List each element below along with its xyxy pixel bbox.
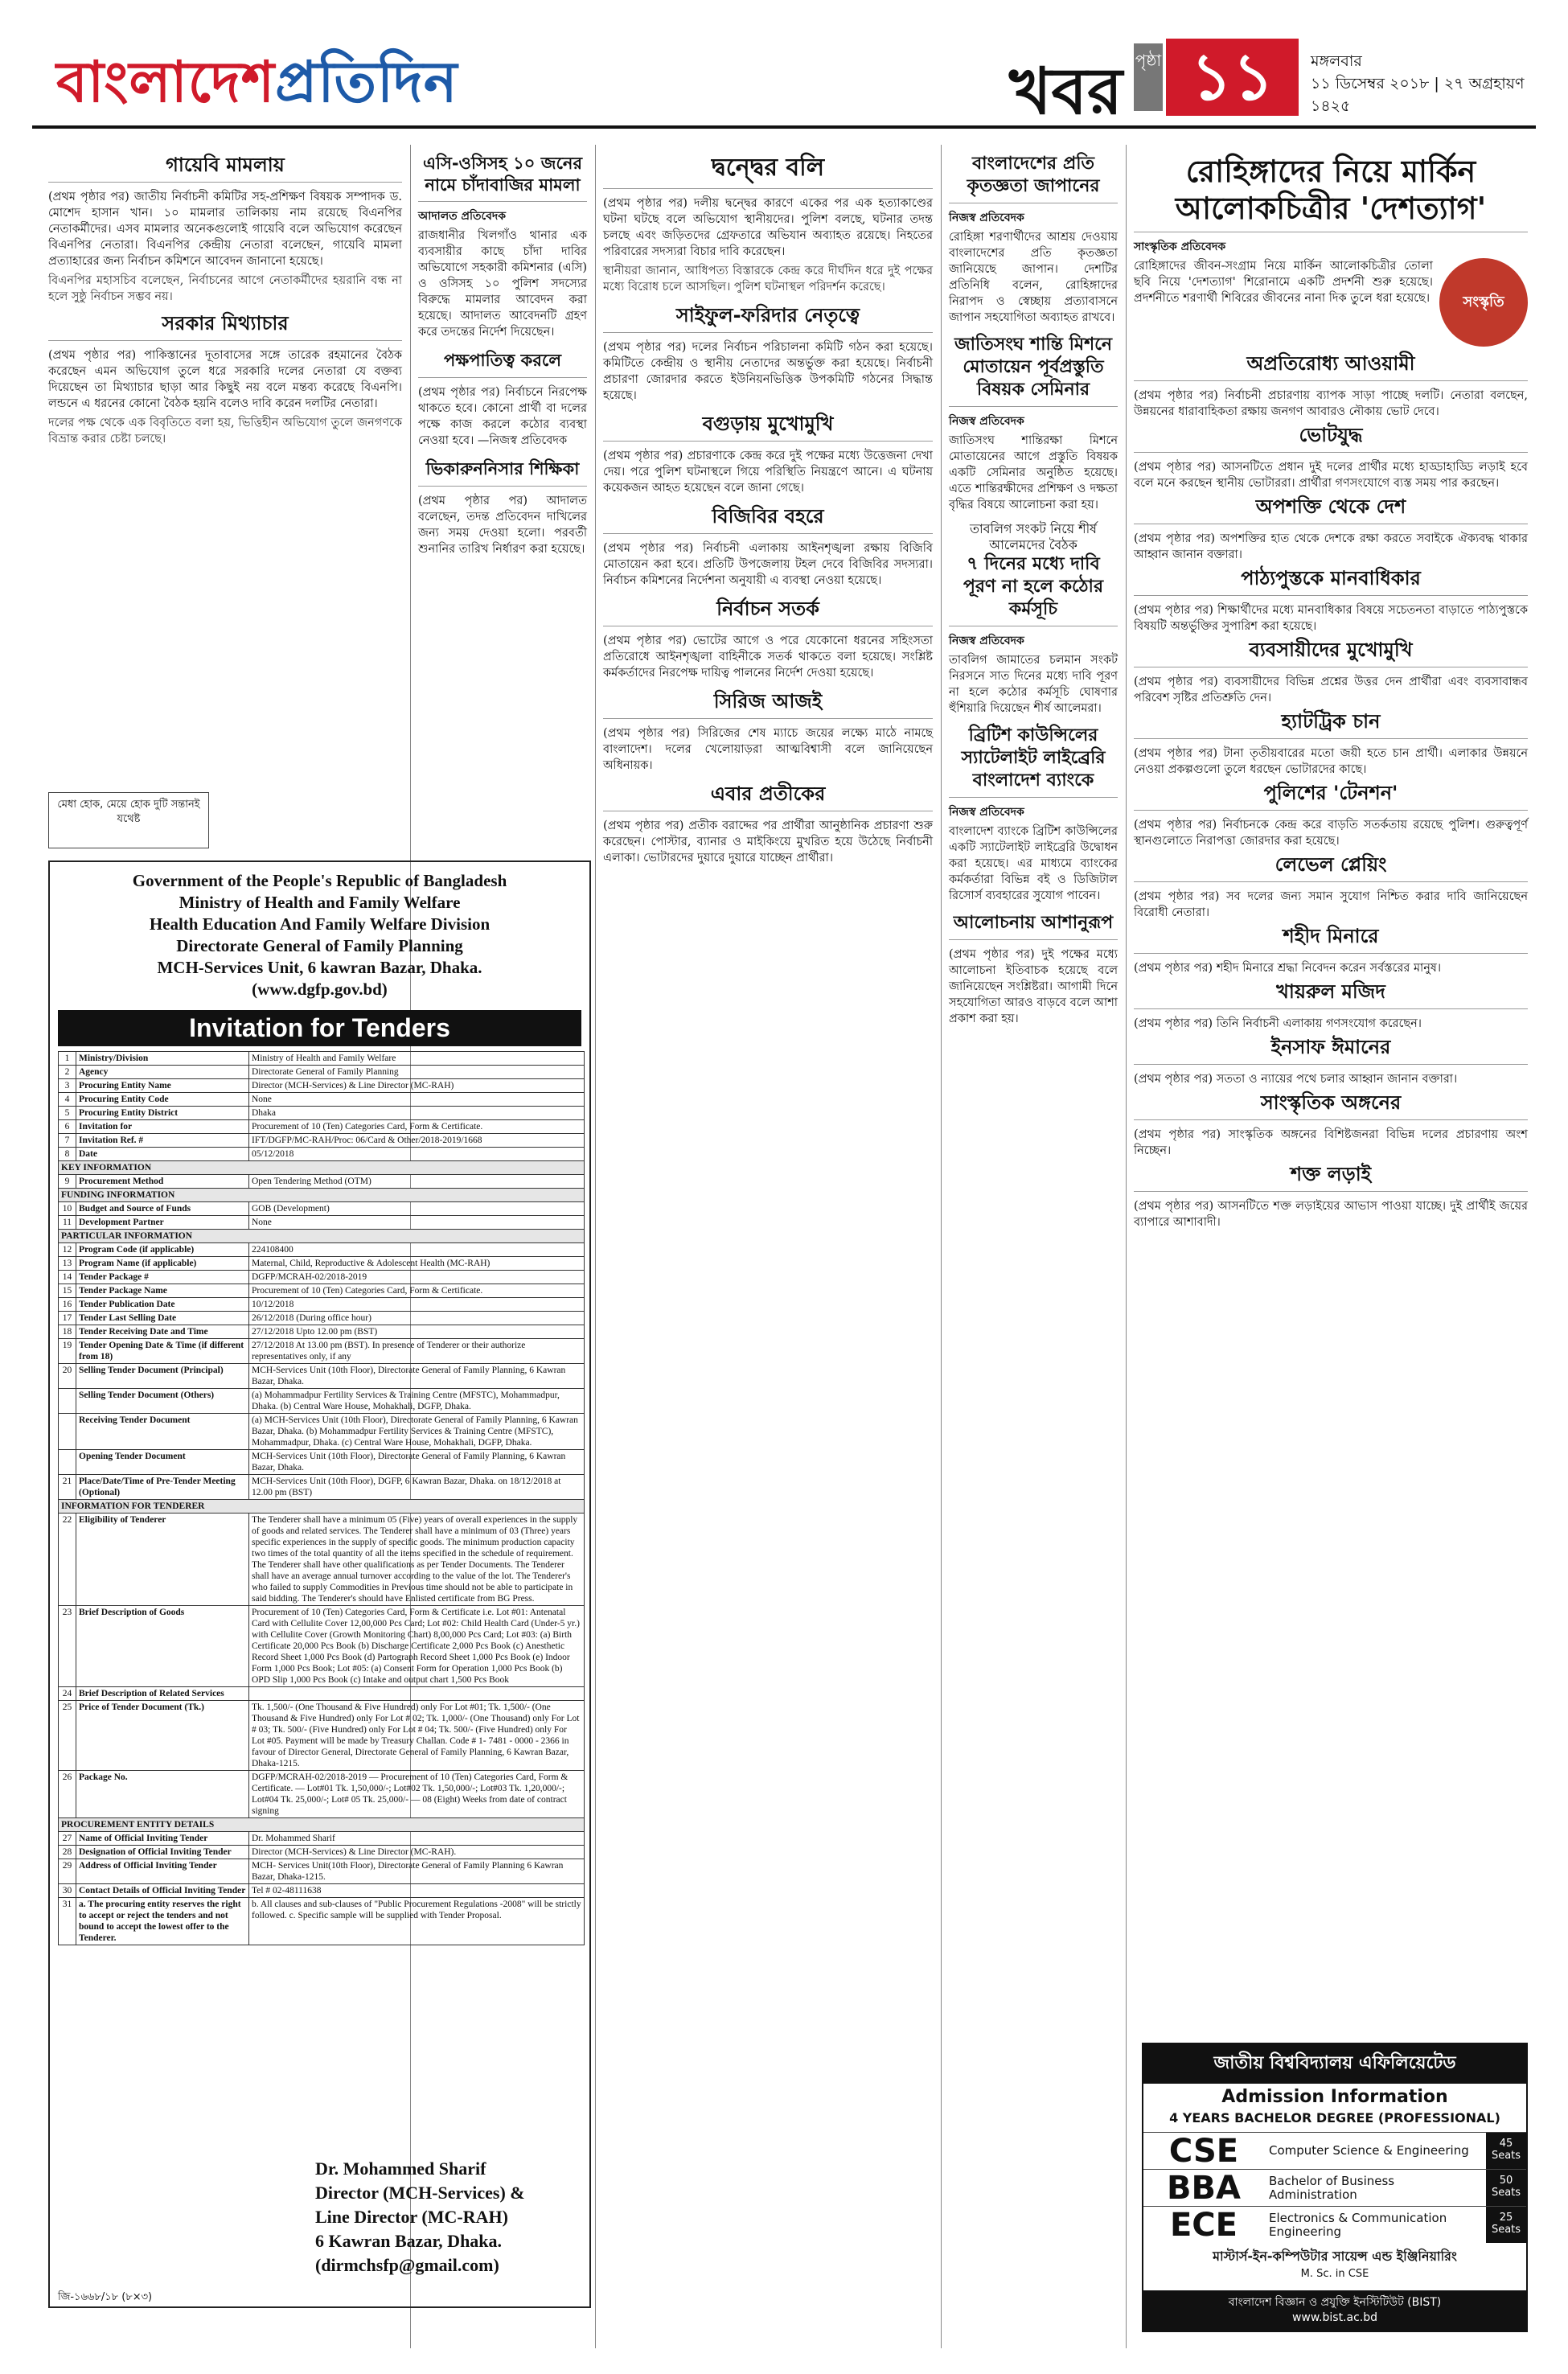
- tender-row-key: Procuring Entity District: [76, 1107, 249, 1120]
- signatory-title-2: Line Director (MC-RAH): [315, 2207, 508, 2227]
- article-text: (প্রথম পৃষ্ঠার পর) শহীদ মিনারে শ্রদ্ধা নিবেদন করেন সর্বস্তরের মানুষ।: [1134, 962, 1442, 975]
- tender-row: [59, 1216, 585, 1230]
- tender-row-key: Address of Official Inviting Tender: [76, 1859, 249, 1884]
- dateline: [1311, 50, 1536, 117]
- tender-row-value: Ministry of Health and Family Welfare: [249, 1052, 585, 1066]
- tender-row-value: (a) MCH-Services Unit (10th Floor), Directorate General of Family Planning, 6 Kawran Bazar, Dhaka. (b) Mohammadpur Fertility Services & Training Centre (MFSTC), Mohammadpur, Dhaka. (c) Central Ware House, Mohakhali, DGFP, Dhaka.: [249, 1414, 585, 1450]
- article-text: (প্রথম পৃষ্ঠার পর) ব্যবসায়ীদের বিভিন্ন প্রশ্নের উত্তর দেন প্রার্থীরা এবং ব্যবসাবান্ধব পরিবেশ সৃষ্টির প্রতিশ্রুতি দেন।: [1134, 676, 1528, 704]
- byline: আদালত প্রতিবেদক: [418, 210, 507, 223]
- tender-row-value: Director (MCH-Services) & Line Director (MC-RAH).: [249, 1846, 585, 1859]
- tender-signature: [315, 2157, 525, 2277]
- tender-row-value: The Tenderer shall have a minimum 05 (Five) years of overall experiences in the supply of goods and related services. The Tenderer shall have a minimum of 03 (Three) years specific experiences in the supply of specific goods. The minimum production capacity two times of the total quantity of all the items specified in the schedule of requirement. The Tenderer shall have other qualifications as per Tender Documents. The Tenderer shall have an average annual turnover according to the value of the lot. The Tenderer's who failed to supply Commodities in Previous time should not be able to participate in said bidding. The Tenderer's should have Enlisted certificate from BG Press.: [249, 1514, 585, 1606]
- tender-row-value: [249, 1687, 585, 1701]
- tender-row: [59, 1161, 585, 1175]
- tender-row: [59, 1514, 585, 1606]
- tender-row-value: 224108400: [249, 1243, 585, 1257]
- headline[interactable]: খায়রুল মজিদ: [1134, 980, 1528, 1009]
- tender-row-value: MCH-Services Unit (10th Floor), Directorate General of Family Planning, 6 Kawran Bazar, Dhaka.: [249, 1450, 585, 1475]
- tender-row-key: Selling Tender Document (Principal): [76, 1364, 249, 1389]
- headline[interactable]: সাংস্কৃতিক অঙ্গনের: [1134, 1090, 1528, 1120]
- byline: নিজস্ব প্রতিবেদক: [949, 212, 1024, 224]
- tender-row-number: 20: [59, 1364, 76, 1389]
- tender-row: [59, 1052, 585, 1066]
- tender-row-number: 23: [59, 1606, 76, 1687]
- article-text: (প্রথম পৃষ্ঠার পর) ভোটের আগে ও পরে যেকোনো ধরনের সহিংসতা প্রতিরোধে আইনশৃঙ্খলা বাহিনীকে সতর্ক থাকতে বলা হয়েছে। সংশ্লিষ্ট কর্মকর্তাদের নিরপেক্ষ দায়িত্ব পালনের নির্দেশ দেওয়া হয়েছে।: [603, 635, 933, 680]
- headline[interactable]: বিজিবির বহরে: [603, 504, 933, 534]
- column-center: [603, 153, 933, 869]
- article-text: (প্রথম পৃষ্ঠার পর) অপশক্তির হাত থেকে দেশকে রক্ষা করতে সবাইকে ঐক্যবদ্ধ থাকার আহ্বান জানান বক্তারা।: [1134, 532, 1528, 561]
- tender-division-line: Health Education And Family Welfare Division: [149, 914, 491, 934]
- ad-program-seats: 25 Seats: [1486, 2207, 1526, 2243]
- tender-row-key: Opening Tender Document: [76, 1450, 249, 1475]
- tender-row: [59, 1859, 585, 1884]
- tender-row-key: Designation of Official Inviting Tender: [76, 1846, 249, 1859]
- tender-row-key: Name of Official Inviting Tender: [76, 1832, 249, 1846]
- signatory-email[interactable]: (dirmchsfp@gmail.com): [315, 2255, 499, 2275]
- tender-row-key: Program Name (if applicable): [76, 1257, 249, 1271]
- ad-program-seats: 45 Seats: [1486, 2133, 1526, 2169]
- ad-program-code: CSE: [1168, 2132, 1239, 2170]
- culture-emblem: সংস্কৃতি: [1439, 258, 1528, 347]
- tender-row-key: Development Partner: [76, 1216, 249, 1230]
- masthead: [32, 32, 1536, 129]
- tender-row-number: 21: [59, 1475, 76, 1500]
- tender-row: [59, 1148, 585, 1161]
- article-text: (প্রথম পৃষ্ঠার পর) আসনটিতে প্রধান দুই দলের প্রার্থীর মধ্যে হাড্ডাহাড্ডি লড়াই হবে বলে মনে করছেন স্থানীয় ভোটাররা। প্রার্থীরা গণসংযোগে ব্যস্ত সময় পার করছেন।: [1134, 461, 1528, 490]
- tender-row-number: 22: [59, 1514, 76, 1606]
- tender-row-value: Procurement of 10 (Ten) Categories Card, Form & Certificate.: [249, 1120, 585, 1134]
- tender-row: [59, 1312, 585, 1325]
- headline[interactable]: হ্যাটট্রিক চান: [1134, 709, 1528, 739]
- signatory-title: Director (MCH-Services) &: [315, 2183, 525, 2203]
- ad-code: জি-১৬৬৮/১৮ (৮×৩): [58, 2291, 153, 2303]
- tender-row: [59, 1475, 585, 1500]
- article-text: (প্রথম পৃষ্ঠার পর) সাংস্কৃতিক অঙ্গনের বিশিষ্টজনরা বিভিন্ন দলের প্রচারণায় অংশ নিচ্ছেন।: [1134, 1128, 1528, 1157]
- ad-masters: [1143, 2243, 1526, 2288]
- headline[interactable]: পক্ষপাতিত্ব করলে: [418, 348, 587, 378]
- tender-row: [59, 1189, 585, 1202]
- article-text: রোহিঙ্গা শরণার্থীদের আশ্রয় দেওয়ায় বাংলাদেশের প্রতি কৃতজ্ঞতা জানিয়েছে জাপান। দেশটির প্রতিনিধি বলেন, রোহিঙ্গাদের নিরাপদ ও স্বেচ্ছায় প্রত্যাবাসনে জাপান সহযোগিতা অব্যাহত রাখবে।: [949, 231, 1118, 324]
- headline[interactable]: বগুড়ায় মুখোমুখি: [603, 412, 933, 442]
- tender-section-header: KEY INFORMATION: [59, 1161, 585, 1175]
- tender-row: [59, 1339, 585, 1364]
- headline[interactable]: ব্রিটিশ কাউন্সিলের স্যাটেলাইট লাইব্রেরি বাংলাদেশ ব্যাংকে: [949, 725, 1118, 798]
- tender-row-key: Tender Last Selling Date: [76, 1312, 249, 1325]
- article-text: (প্রথম পৃষ্ঠার পর) সিরিজের শেষ ম্যাচে জয়ের লক্ষ্যে মাঠে নামছে বাংলাদেশ। দলের খেলোয়াড়রা আত্মবিশ্বাসী বলে জানিয়েছেন অধিনায়ক।: [603, 727, 933, 772]
- ad-degree-line: 4 YEARS BACHELOR DEGREE (PROFESSIONAL): [1169, 2110, 1500, 2126]
- tender-row-number: 29: [59, 1859, 76, 1884]
- tender-row: [59, 1134, 585, 1148]
- column-center-right: [949, 153, 1118, 1030]
- ad-program-row[interactable]: [1143, 2206, 1526, 2243]
- ad-admission-info: Admission Information: [1221, 2087, 1448, 2107]
- tender-unit-line: MCH-Services Unit, 6 kawran Bazar, Dhaka.: [157, 958, 482, 977]
- tender-row-number: [59, 1414, 76, 1450]
- tender-row-value: 05/12/2018: [249, 1148, 585, 1161]
- tender-row: [59, 1257, 585, 1271]
- tender-row-key: Price of Tender Document (Tk.): [76, 1701, 249, 1771]
- tender-row-number: 1: [59, 1052, 76, 1066]
- tender-row-key: Eligibility of Tenderer: [76, 1514, 249, 1606]
- column-rule: [941, 145, 942, 2348]
- byline: সাংস্কৃতিক প্রতিবেদক: [1134, 240, 1226, 253]
- tender-row-key: Tender Publication Date: [76, 1298, 249, 1312]
- signatory-address: 6 Kawran Bazar, Dhaka.: [315, 2231, 503, 2251]
- tender-row-number: 16: [59, 1298, 76, 1312]
- tender-row-number: 6: [59, 1120, 76, 1134]
- tender-row-key: Contact Details of Official Inviting Tender: [76, 1884, 249, 1898]
- issue-date: ১১ ডিসেম্বর ২০১৮ | ২৭ অগ্রহায়ণ ১৪২৫: [1311, 75, 1525, 115]
- tender-row: [59, 1202, 585, 1216]
- article-text: (প্রথম পৃষ্ঠার পর) নির্বাচনী প্রচারণায় ব্যাপক সাড়া পাচ্ছে দলটি। নেতারা বলছেন, উন্নয়নের ধারাবাহিকতা রক্ষায় জনগণ আবারও নৌকায় ভোট দেবে।: [1134, 389, 1528, 418]
- tender-row-number: 7: [59, 1134, 76, 1148]
- tender-row-value: Dr. Mohammed Sharif: [249, 1832, 585, 1846]
- column-rule: [595, 145, 596, 2348]
- tender-section-header: PARTICULAR INFORMATION: [59, 1230, 585, 1243]
- tender-row-number: 9: [59, 1175, 76, 1189]
- tender-table: [58, 1051, 585, 1945]
- tender-row-key: Budget and Source of Funds: [76, 1202, 249, 1216]
- tender-row: [59, 1606, 585, 1687]
- column-left: [48, 153, 402, 450]
- ad-masters-degree: M. Sc. in CSE: [1300, 2268, 1369, 2280]
- tender-row-key: Procuring Entity Name: [76, 1079, 249, 1093]
- headline[interactable]: জাতিসংঘ শান্তি মিশনে মোতায়েন পূর্বপ্রস্তুতি বিষয়ক সেমিনার: [949, 334, 1118, 407]
- tender-row-value: 26/12/2018 (During office hour): [249, 1312, 585, 1325]
- tender-row-value: Tk. 1,500/- (One Thousand & Five Hundred) only For Lot #01; Tk. 1,500/- (One Thousand & Five Hundred) only For Lot # 02; Tk. 1,000/- (One Thousand) only For Lot # 03; Tk. 500/- (Five Hundred) only For Lot # 04; Tk. 500/- (Five Hundred) only For Lot #05. Payment will be made by Treasury Challan. Code # 1- 7481 - 0000 - 2366 in favour of Director General, Directorate General of Family Planning, 6 Kawran Bazar, Dhaka-1215.: [249, 1701, 585, 1771]
- tender-row-value: b. All clauses and sub-clauses of "Public Procurement Regulations -2008" will be strictly followed. c. Specific sample will be supplied with Tender Proposal.: [249, 1898, 585, 1945]
- tender-row-value: MCH-Services Unit (10th Floor), DGFP, 6 Kawran Bazar, Dhaka. on 18/12/2018 at 12.00 pm (BST): [249, 1475, 585, 1500]
- article-text: (প্রথম পৃষ্ঠার পর) আসনটিতে শক্ত লড়াইয়ের আভাস পাওয়া যাচ্ছে। দুই প্রার্থীই জয়ের ব্যাপারে আশাবাদী।: [1134, 1200, 1528, 1229]
- ad-program-list: [1143, 2132, 1526, 2243]
- column-left-inner: [418, 153, 587, 561]
- tender-row-number: 25: [59, 1701, 76, 1771]
- tender-row-key: a. The procuring entity reserves the right to accept or reject the tenders and not bound to accept the lowest offer to the Tenderer.: [76, 1898, 249, 1945]
- column-right: [1134, 153, 1528, 1234]
- article-text: তাবলিগ জামাতের চলমান সংকট নিরসনে সাত দিনের মধ্যে দাবি পূরণ না হলে কঠোর কর্মসূচি ঘোষণার হুঁশিয়ারি দিয়েছেন শীর্ষ আলেমরা।: [949, 654, 1118, 715]
- tender-row: [59, 1243, 585, 1257]
- ad-program-row[interactable]: [1143, 2169, 1526, 2206]
- tender-row: [59, 1271, 585, 1284]
- ad-title: জাতীয় বিশ্ববিদ্যালয় এফিলিয়েটেড: [1143, 2044, 1526, 2084]
- ad-program-seats: 50 Seats: [1486, 2170, 1526, 2206]
- article-text: (প্রথম পৃষ্ঠার পর) শিক্ষার্থীদের মধ্যে মানবাধিকার বিষয়ে সচেতনতা বাড়াতে পাঠ্যপুস্তকে বিষয়টি অন্তর্ভুক্তির সুপারিশ করা হয়েছে।: [1134, 604, 1528, 633]
- article-text: (প্রথম পৃষ্ঠার পর) প্রতীক বরাদ্দের পর প্রার্থীরা আনুষ্ঠানিক প্রচারণা শুরু করেছেন। পোস্টার, ব্যানার ও মাইকিংয়ে মুখরিত হয়ে উঠেছে নির্বাচনী এলাকা। ভোটারদের দুয়ারে দুয়ারে যাচ্ছেন প্রার্থীরা।: [603, 819, 933, 865]
- tender-row-number: [59, 1450, 76, 1475]
- article-text: দলের পক্ষ থেকে এক বিবৃতিতে বলা হয়, ভিত্তিহীন অভিযোগ তুলে জনগণকে বিভ্রান্ত করার চেষ্টা চলছে।: [48, 417, 402, 446]
- ad-program-name: Electronics & Communication Engineering: [1269, 2210, 1447, 2239]
- article-text: (প্রথম পৃষ্ঠার পর) দলের নির্বাচন পরিচালনা কমিটি গঠন করা হয়েছে। কমিটিতে কেন্দ্রীয় ও স্থানীয় নেতাদের অন্তর্ভুক্ত করা হয়েছে। নির্বাচনী প্রচারণা জোরদার করতে ইউনিয়নভিত্তিক উপকমিটি গঠনের সিদ্ধান্ত হয়েছে।: [603, 341, 933, 402]
- tender-website[interactable]: (www.dgfp.gov.bd): [252, 980, 388, 999]
- article-text: (প্রথম পৃষ্ঠার পর) নির্বাচনে নিরপেক্ষ থাকতে হবে। কোনো প্রার্থী বা দলের পক্ষে কাজ করলে কঠোর ব্যবস্থা নেওয়া হবে। —নিজস্ব প্রতিবেদক: [418, 386, 587, 447]
- headline[interactable]: সরকার মিথ্যাচার: [48, 311, 402, 341]
- headline[interactable]: ইনসাফ ঈমানের: [1134, 1035, 1528, 1065]
- tender-row: [59, 1884, 585, 1898]
- ad-institute-name: বাংলাদেশ বিজ্ঞান ও প্রযুক্তি ইনস্টিটিউট (BIST): [1228, 2296, 1442, 2309]
- headline[interactable]: পুলিশের 'টেনশন': [1134, 781, 1528, 811]
- family-planning-slogan: মেধা হোক, মেয়ে হোক দুটি সন্তানই যথেষ্ট: [48, 792, 209, 848]
- tender-row-number: 30: [59, 1884, 76, 1898]
- tender-row-value: (a) Mohammadpur Fertility Services & Training Centre (MFSTC), Mohammadpur, Dhaka. (b) Central Ware House, Mohakhali, DGFP, Dhaka.: [249, 1389, 585, 1414]
- article-text: স্থানীয়রা জানান, আধিপত্য বিস্তারকে কেন্দ্র করে দীর্ঘদিন ধরে দুই পক্ষের মধ্যে বিরোধ চলে আসছিল। পুলিশ ঘটনাস্থল পরিদর্শন করেছে।: [603, 265, 933, 294]
- tender-row-value: Procurement of 10 (Ten) Categories Card, Form & Certificate i.e. Lot #01: Antenatal Card with Cellulite Cover 12,00,000 Pcs Card; Lot #02: Child Health Card (Under-5 yr.) with Cellulite Cover (Growth Monitoring Chart) 8,00,000 Pcs Card; Lot #03: (a) Birth Certificate 20,000 Pcs Book (b) Discharge Certificate 2,000 Pcs Book (c) Anesthetic Record Sheet 1,000 Pcs Book (d) Partograph Record Sheet 1,000 Pcs Book (e) Indoor Form 1,000 Pcs Book; Lot #05: (a) Consent Form for Operation 1,000 Pcs Book (b) OPD Slip 1,000 Pcs Book (c) Intake and output chart 1,500 Pcs Book: [249, 1606, 585, 1687]
- headline[interactable]: শহীদ মিনারে: [1134, 924, 1528, 954]
- headline[interactable]: এসি-ওসিসহ ১০ জনের নামে চাঁদাবাজির মামলা: [418, 153, 587, 202]
- tender-row-key: Selling Tender Document (Others): [76, 1389, 249, 1414]
- tender-row: [59, 1846, 585, 1859]
- headline[interactable]: দ্বন্দ্বের বলি: [603, 153, 933, 189]
- tender-row: [59, 1107, 585, 1120]
- tender-row-value: Dhaka: [249, 1107, 585, 1120]
- headline[interactable]: নির্বাচন সতর্ক: [603, 597, 933, 626]
- tender-row-value: MCH- Services Unit(10th Floor), Directorate General of Family Planning 6 Kawran Bazar, Dhaka-1215.: [249, 1859, 585, 1884]
- article-text: (প্রথম পৃষ্ঠার পর) তিনি নির্বাচনী এলাকায় গণসংযোগ করেছেন।: [1134, 1017, 1422, 1030]
- headline[interactable]: শক্ত লড়াই: [1134, 1162, 1528, 1192]
- tender-row-number: 17: [59, 1312, 76, 1325]
- tender-row-number: 28: [59, 1846, 76, 1859]
- tender-row-number: 11: [59, 1216, 76, 1230]
- article-text: (প্রথম পৃষ্ঠার পর) আদালত বলেছেন, তদন্ত প্রতিবেদন দাখিলের জন্য সময় দেওয়া হলো। পরবর্তী শুনানির তারিখ নির্ধারণ করা হয়েছে।: [418, 495, 587, 556]
- byline: নিজস্ব প্রতিবেদক: [949, 806, 1024, 819]
- tender-gov-line: Government of the People's Republic of Bangladesh: [132, 871, 507, 890]
- tender-row-key: Invitation for: [76, 1120, 249, 1134]
- tender-row-value: Director (MCH-Services) & Line Director (MC-RAH): [249, 1079, 585, 1093]
- tender-row-value: None: [249, 1216, 585, 1230]
- byline: নিজস্ব প্রতিবেদক: [949, 415, 1024, 428]
- headline[interactable]: ৭ দিনের মধ্যে দাবি পূরণ না হলে কঠোর কর্মসূচি: [949, 553, 1118, 626]
- tender-row-number: 18: [59, 1325, 76, 1339]
- ad-website[interactable]: www.bist.ac.bd: [1291, 2311, 1378, 2324]
- tender-section-header: INFORMATION FOR TENDERER: [59, 1500, 585, 1514]
- tender-row-value: Directorate General of Family Planning: [249, 1066, 585, 1079]
- tender-row: [59, 1701, 585, 1771]
- article-text: (প্রথম পৃষ্ঠার পর) সততা ও ন্যায়ের পথে চলার আহ্বান জানান বক্তারা।: [1134, 1073, 1458, 1086]
- ad-program-code: ECE: [1169, 2206, 1238, 2244]
- tender-banner: Invitation for Tenders: [58, 1010, 581, 1046]
- section-title: খবর: [1009, 54, 1123, 129]
- headline[interactable]: ভোটযুদ্ধ: [1134, 423, 1528, 453]
- tender-row-key: Procuring Entity Code: [76, 1093, 249, 1107]
- tender-row-number: 26: [59, 1771, 76, 1818]
- article-text: (প্রথম পৃষ্ঠার পর) প্রচারণাকে কেন্দ্র করে দুই পক্ষের মধ্যে উত্তেজনা দেখা দেয়। পরে পুলিশ ঘটনাস্থলে গিয়ে পরিস্থিতি নিয়ন্ত্রণে আনে। এ ঘটনায় কয়েকজন আহত হয়েছেন বলে জানা গেছে।: [603, 450, 933, 495]
- headline[interactable]: লেভেল প্লেয়িং: [1134, 852, 1528, 882]
- tender-row: [59, 1284, 585, 1298]
- tender-section-header: FUNDING INFORMATION: [59, 1189, 585, 1202]
- tender-row: [59, 1079, 585, 1093]
- page-number: ১১: [1166, 39, 1299, 116]
- tender-row-key: Tender Package Name: [76, 1284, 249, 1298]
- headline[interactable]: পাঠ্যপুস্তকে মানবাধিকার: [1134, 566, 1528, 596]
- tender-section-header: PROCUREMENT ENTITY DETAILS: [59, 1818, 585, 1832]
- tender-row-key: Program Code (if applicable): [76, 1243, 249, 1257]
- article-text: (প্রথম পৃষ্ঠার পর) পাকিস্তানের দূতাবাসের সঙ্গে তারেক রহমানের বৈঠক করেছেন এমন অভিযোগ তুলে ধরে সরকারি দলের নেতারা যে বক্তব্য দিয়েছেন তা মিথ্যাচার ছাড়া আর কিছুই নয় বলে মন্তব্য করেছে বিএনপি। লন্ডনে এ ধরনের কোনো বৈঠক হয়নি বলেও দাবি করেন দলটির নেতারা।: [48, 349, 402, 410]
- ad-institute: [1143, 2290, 1526, 2331]
- headline[interactable]: অপ্রতিরোধ্য আওয়ামী: [1134, 351, 1528, 381]
- headline[interactable]: এবার প্রতীকের: [603, 782, 933, 811]
- tender-row-key: Package No.: [76, 1771, 249, 1818]
- headline[interactable]: সাইফুল-ফরিদার নেতৃত্বে: [603, 303, 933, 333]
- tender-row-number: 14: [59, 1271, 76, 1284]
- tender-row-key: Tender Opening Date & Time (if different from 18): [76, 1339, 249, 1364]
- kicker: তাবলিগ সংকট নিয়ে শীর্ষ আলেমদের বৈঠক: [969, 521, 1097, 552]
- article-text: (প্রথম পৃষ্ঠার পর) নির্বাচনী এলাকায় আইনশৃঙ্খলা রক্ষায় বিজিবি মোতায়েন করা হবে। প্রতিটি উপজেলায় টহল দেবে বিজিবির সদস্যরা। নির্বাচন কমিশনের নির্দেশনা অনুযায়ী এ ব্যবস্থা নেওয়া হয়েছে।: [603, 542, 933, 587]
- tender-row: [59, 1298, 585, 1312]
- tender-row-key: Tender Package #: [76, 1271, 249, 1284]
- tender-row-value: 27/12/2018 At 13.00 pm (BST). In presence of Tenderer or their authorize representatives only, if any: [249, 1339, 585, 1364]
- tender-advertisement: [48, 860, 591, 2308]
- ad-program-name: Bachelor of Business Administration: [1269, 2173, 1395, 2202]
- tender-row-key: Brief Description of Goods: [76, 1606, 249, 1687]
- tender-row-key: Tender Receiving Date and Time: [76, 1325, 249, 1339]
- tender-row: [59, 1389, 585, 1414]
- headline[interactable]: গায়েবি মামলায়: [48, 153, 402, 183]
- article-text: (প্রথম পৃষ্ঠার পর) দলীয় দ্বন্দ্বের কারণে একের পর এক হত্যাকাণ্ডের ঘটনা ঘটছে বলে অভিযোগ স্থানীয়দের। পুলিশ বলছে, ঘটনার তদন্ত চলছে এবং জড়িতদের গ্রেফতারে অভিযান অব্যাহত রয়েছে। নিহতের পরিবারের সদস্যরা বিচার দাবি করেছেন।: [603, 197, 933, 258]
- ad-program-row[interactable]: [1143, 2132, 1526, 2169]
- signatory-name: Dr. Mohammed Sharif: [315, 2158, 486, 2179]
- tender-row-key: Date: [76, 1148, 249, 1161]
- tender-row-value: Maternal, Child, Reproductive & Adolescent Health (MC-RAH): [249, 1257, 585, 1271]
- tender-row-number: 19: [59, 1339, 76, 1364]
- tender-header: [50, 862, 589, 1005]
- lead-story-row: [1134, 258, 1528, 347]
- headline[interactable]: বাংলাদেশের প্রতি কৃতজ্ঞতা জাপানের: [949, 153, 1118, 203]
- tender-row-value: None: [249, 1093, 585, 1107]
- ad-program-name: Computer Science & Engineering: [1269, 2143, 1469, 2158]
- article-text: (প্রথম পৃষ্ঠার পর) দুই পক্ষের মধ্যে আলোচনা ইতিবাচক হয়েছে বলে জানিয়েছেন সংশ্লিষ্টরা। আগামী দিনে সহযোগিতা আরও বাড়বে বলে আশা প্রকাশ করা হয়।: [949, 948, 1118, 1025]
- tender-row-key: Agency: [76, 1066, 249, 1079]
- tender-ministry-line: Ministry of Health and Family Welfare: [179, 893, 461, 912]
- brand-logo[interactable]: বাংলাদেশপ্রতিদিন: [56, 49, 458, 115]
- tender-row: [59, 1093, 585, 1107]
- article-text: বাংলাদেশ ব্যাংকে ব্রিটিশ কাউন্সিলের একটি স্যাটেলাইট লাইব্রেরি উদ্বোধন করা হয়েছে। এর মাধ্যমে ব্যাংকের কর্মকর্তারা বিভিন্ন বই ও ডিজিটাল রিসোর্স ব্যবহারের সুযোগ পাবেন।: [949, 825, 1118, 902]
- tender-row-key: Place/Date/Time of Pre-Tender Meeting (Optional): [76, 1475, 249, 1500]
- tender-row-number: [59, 1389, 76, 1414]
- tender-row-number: 31: [59, 1898, 76, 1945]
- tender-row-value: Open Tendering Method (OTM): [249, 1175, 585, 1189]
- tender-row-value: 27/12/2018 Upto 12.00 pm (BST): [249, 1325, 585, 1339]
- tender-row-value: Tel # 02-48111638: [249, 1884, 585, 1898]
- tender-row: [59, 1771, 585, 1818]
- tender-row: [59, 1450, 585, 1475]
- article-text: জাতিসংঘ শান্তিরক্ষা মিশনে মোতায়েনের আগে প্রস্তুতি বিষয়ক একটি সেমিনার অনুষ্ঠিত হয়েছে। এতে শান্তিরক্ষীদের প্রশিক্ষণ ও দক্ষতা বৃদ্ধির বিষয়ে আলোচনা করা হয়।: [949, 434, 1118, 511]
- tender-row-number: 4: [59, 1093, 76, 1107]
- tender-row: [59, 1500, 585, 1514]
- weekday: মঙ্গলবার: [1311, 52, 1362, 70]
- tender-row-number: 8: [59, 1148, 76, 1161]
- tender-row-number: 3: [59, 1079, 76, 1093]
- article-text: রোহিঙ্গাদের জীবন-সংগ্রাম নিয়ে মার্কিন আলোকচিত্রীর তোলা ছবি নিয়ে 'দেশত্যাগ' শিরোনামে একটি প্রদর্শনী শুরু হয়েছে। প্রদর্শনীতে শরণার্থী শিবিরের জীবনের নানা দিক তুলে ধরা হয়েছে।: [1134, 260, 1433, 305]
- tender-row-value: DGFP/MCRAH-02/2018-2019: [249, 1271, 585, 1284]
- column-rule: [1126, 145, 1127, 2348]
- tender-row: [59, 1120, 585, 1134]
- tender-row-key: Invitation Ref. #: [76, 1134, 249, 1148]
- byline: নিজস্ব প্রতিবেদক: [949, 635, 1024, 647]
- article-text: (প্রথম পৃষ্ঠার পর) টানা তৃতীয়বারের মতো জয়ী হতে চান প্রার্থী। এলাকার উন্নয়নে নেওয়া প্রকল্পগুলো তুলে ধরছেন ভোটারদের কাছে।: [1134, 747, 1528, 776]
- tender-row: [59, 1818, 585, 1832]
- headline[interactable]: আলোচনায় আশানুরূপ: [949, 912, 1118, 940]
- page-label: পৃষ্ঠা: [1134, 43, 1163, 111]
- headline[interactable]: ভিকারুননিসার শিক্ষিকা: [418, 457, 587, 487]
- headline[interactable]: সিরিজ আজই: [603, 689, 933, 719]
- tender-row-value: 10/12/2018: [249, 1298, 585, 1312]
- tender-row: [59, 1687, 585, 1701]
- tender-row-key: Brief Description of Related Services: [76, 1687, 249, 1701]
- tender-row: [59, 1414, 585, 1450]
- tender-row: [59, 1898, 585, 1945]
- article-text: (প্রথম পৃষ্ঠার পর) সব দলের জন্য সমান সুযোগ নিশ্চিত করার দাবি জানিয়েছেন বিরোধী নেতারা।: [1134, 890, 1528, 919]
- tender-row-number: 27: [59, 1832, 76, 1846]
- tender-row-number: 5: [59, 1107, 76, 1120]
- headline-lead[interactable]: রোহিঙ্গাদের নিয়ে মার্কিন আলোকচিত্রীর 'দেশত্যাগ': [1134, 153, 1528, 232]
- tender-row: [59, 1066, 585, 1079]
- tender-row-value: DGFP/MCRAH-02/2018-2019 — Procurement of 10 (Ten) Categories Card, Form & Certificate. — Lot#01 Tk. 1,50,000/-; Lot#02 Tk. 1,50,000/-; Lot#03 Tk. 1,20,000/-; Lot#04 Tk. 25,000/-; Lot# 05 Tk. 25,000/- — 08 (Eight) Weeks from date of contract signing: [249, 1771, 585, 1818]
- headline[interactable]: অপশক্তি থেকে দেশ: [1134, 495, 1528, 524]
- ad-masters-title: মাস্টার্স-ইন-কম্পিউটার সায়েন্স এন্ড ইঞ্জিনিয়ারিং: [1213, 2249, 1457, 2264]
- tender-row-number: 15: [59, 1284, 76, 1298]
- tender-row-key: Receiving Tender Document: [76, 1414, 249, 1450]
- ad-program-code: BBA: [1167, 2169, 1241, 2207]
- ad-subtitle: [1143, 2084, 1526, 2132]
- tender-directorate-line: Directorate General of Family Planning: [176, 936, 463, 955]
- article-text: বিএনপির মহাসচিব বলেছেন, নির্বাচনের আগে নেতাকর্মীদের হয়রানি বন্ধ না হলে সুষ্ঠু নির্বাচন সম্ভব নয়।: [48, 274, 402, 303]
- tender-row-value: Procurement of 10 (Ten) Categories Card, Form & Certificate.: [249, 1284, 585, 1298]
- tender-row-key: Procurement Method: [76, 1175, 249, 1189]
- tender-row-value: IFT/DGFP/MC-RAH/Proc: 06/Card & Other/2018-2019/1668: [249, 1134, 585, 1148]
- tender-row-number: 13: [59, 1257, 76, 1271]
- tender-row-number: 2: [59, 1066, 76, 1079]
- tender-row-number: 12: [59, 1243, 76, 1257]
- tender-row: [59, 1325, 585, 1339]
- tender-row: [59, 1175, 585, 1189]
- headline[interactable]: ব্যবসায়ীদের মুখোমুখি: [1134, 638, 1528, 667]
- tender-row: [59, 1364, 585, 1389]
- tender-row: [59, 1230, 585, 1243]
- article-text: (প্রথম পৃষ্ঠার পর) নির্বাচনকে কেন্দ্র করে বাড়তি সতর্কতায় রয়েছে পুলিশ। গুরুত্বপূর্ণ স্থানগুলোতে নিরাপত্তা জোরদার করা হয়েছে।: [1134, 819, 1528, 848]
- tender-row-value: GOB (Development): [249, 1202, 585, 1216]
- tender-row-key: Ministry/Division: [76, 1052, 249, 1066]
- article-text: (প্রথম পৃষ্ঠার পর) জাতীয় নির্বাচনী কমিটির সহ-প্রশিক্ষণ বিষয়ক সম্পাদক ড. মোশেদ হাসান খান। ১০ মামলার তালিকায় নাম রয়েছে বিএনপির নেতাকর্মীদের। এসব মামলার অনেকগুলোই গায়েবি বলে অভিযোগ করেছেন বিএনপির নেতারা। বিএনপির কেন্দ্রীয় নেতারা বলেছেন, গায়েবি মামলা প্রত্যাহারের জন্য নির্বাচন কমিশনে আবেদন জানানো হয়েছে।: [48, 191, 402, 268]
- tender-row: [59, 1832, 585, 1846]
- article-text: রাজধানীর খিলগাঁও থানার এক ব্যবসায়ীর কাছে চাঁদা দাবির অভিযোগে সহকারী কমিশনার (এসি) ও ওসিসহ ১০ পুলিশ সদস্যের বিরুদ্ধে মামলার আবেদন করা হয়েছে। আদালত আবেদনটি গ্রহণ করে তদন্তের নির্দেশ দিয়েছেন।: [418, 229, 587, 339]
- tender-row-number: 24: [59, 1687, 76, 1701]
- tender-row-value: MCH-Services Unit (10th Floor), Directorate General of Family Planning, 6 Kawran Bazar, Dhaka.: [249, 1364, 585, 1389]
- admission-advertisement[interactable]: [1142, 2043, 1528, 2332]
- tender-row-number: 10: [59, 1202, 76, 1216]
